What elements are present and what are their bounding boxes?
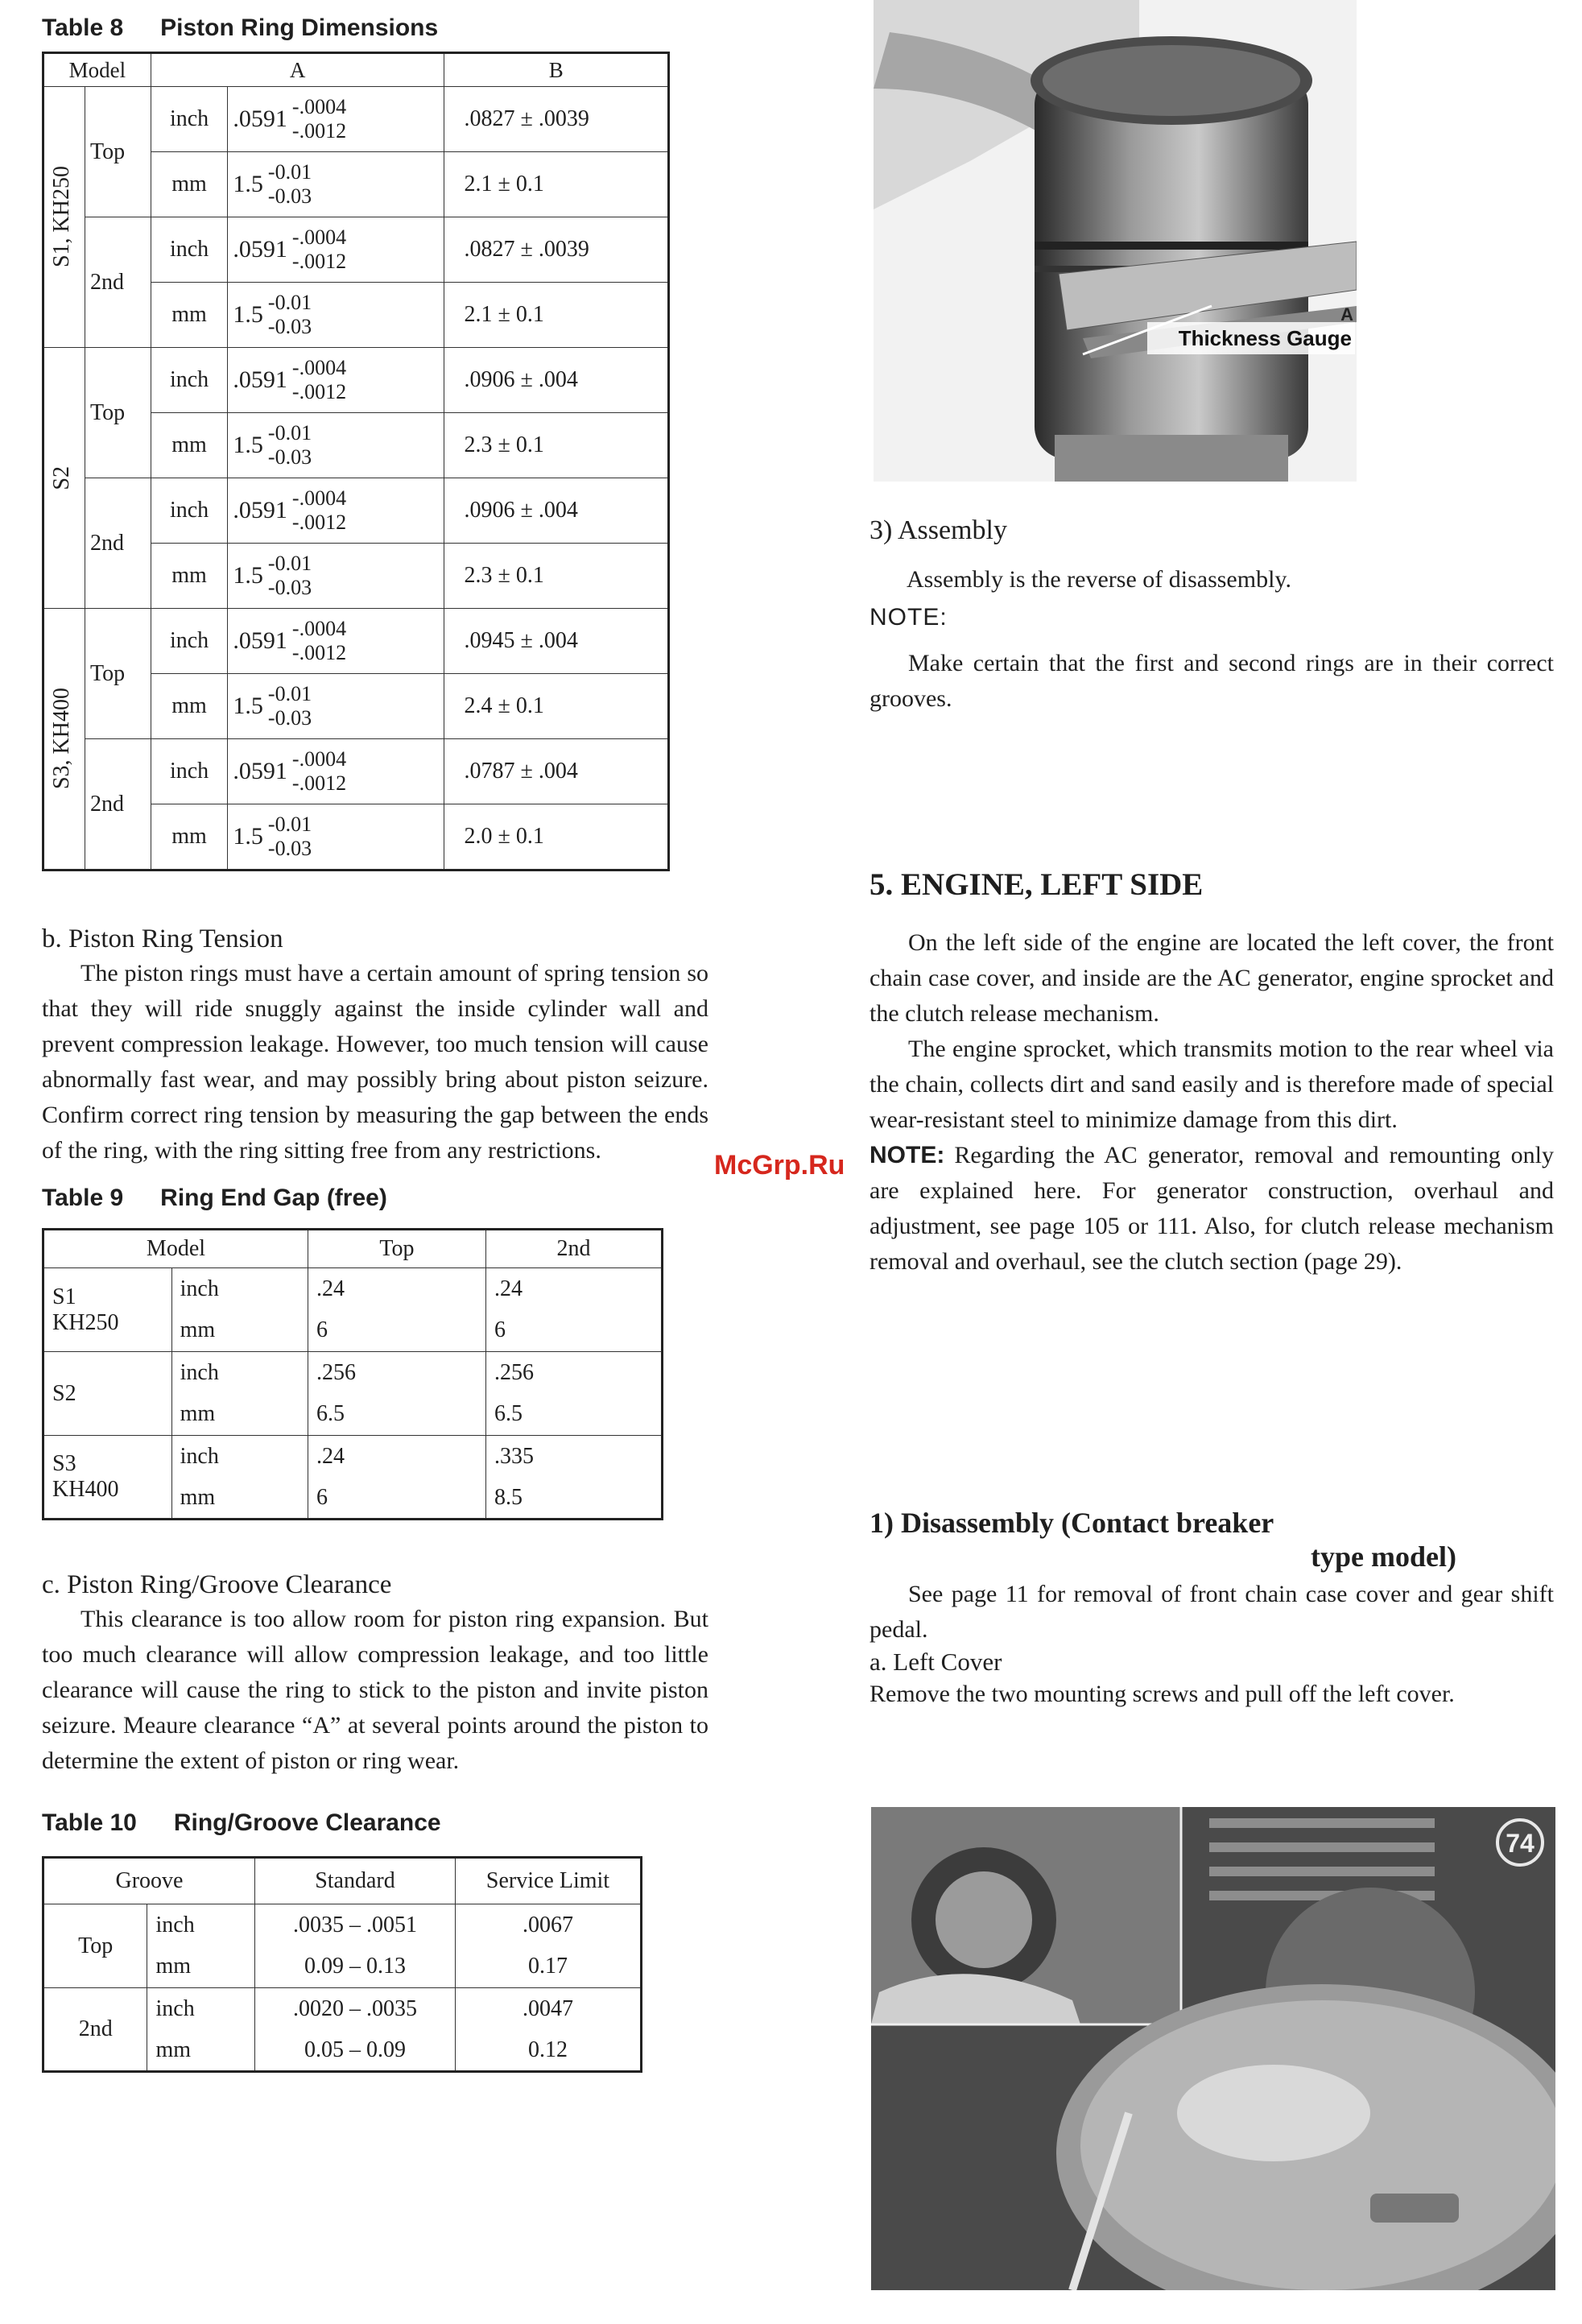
second-gap-cell: 8.5 [485,1478,662,1520]
left-column [42,14,710,2073]
second-gap-cell: .335 [485,1436,662,1478]
tolerance [292,225,346,274]
table-header-row [43,1858,642,1904]
standard-cell: .0020 – .0035 [254,1988,455,2030]
ring-groove-clearance-table [42,1856,642,2073]
dimension-a-cell [228,283,444,348]
model-label: S3 [52,1451,76,1476]
dimension-b-cell: .0827 ± .0039 [444,217,669,283]
tolerance-lower: -.0012 [291,119,347,143]
section-b-body: The piston rings must have a certain amount of spring tension so that they will ride snuggly against the inside cylinder wall and prevent compression leakage. However, too much tension will cause abnormally fast wear, and may possibly bring about piston seizure. Confirm correct ring tension by measuring the gap between the ends of the ring, with the ring sitting free from any restrictions. [42,960,708,1164]
section5-paragraph-2: The engine sprocket, which transmits motion to the rear wheel via the chain, collects dirt and sand easily and is therefore made of special wear-resistant steel to minimize damage from this dirt. [869,1036,1554,1133]
nominal-value: 1.5 [233,432,263,458]
dimension-a-cell [228,413,444,478]
groove-cell: Top [43,1904,147,1988]
second-gap-cell: 6.5 [485,1394,662,1436]
header-b: B [444,53,669,87]
dimension-a-value [233,552,439,600]
tolerance-lower: -0.03 [267,315,312,338]
dimension-b-cell: .0945 ± .004 [444,609,669,674]
unit-cell: mm [171,1478,308,1520]
table-row [43,87,669,152]
left-cover-heading: a. Left Cover [869,1648,1002,1676]
unit-cell: inch [151,478,228,544]
gauge-marker-a: A [1340,304,1353,325]
table9-title: Ring End Gap (free) [160,1185,387,1211]
model-label: S1 [52,1284,76,1309]
table-row [43,1352,663,1394]
left-cover-body: Remove the two mounting screws and pull off the left cover. [869,1681,1455,1707]
unit-cell: mm [151,544,228,609]
dimension-a-cell [228,152,444,217]
dimension-b-cell: 2.4 ± 0.1 [444,674,669,739]
unit-cell: mm [147,1946,254,1988]
model-cell [43,609,85,870]
table8-number: Table 8 [42,14,124,41]
unit-cell: mm [151,152,228,217]
unit-cell: mm [171,1394,308,1436]
nominal-value: .0591 [233,366,287,393]
unit-cell: mm [147,2030,254,2072]
tolerance [268,552,312,600]
tolerance-lower: -0.03 [267,184,312,208]
table-row [43,478,669,544]
thickness-gauge-label: Thickness Gauge [1178,326,1352,350]
top-gap-cell: .24 [308,1436,485,1478]
tolerance-lower: -.0012 [291,380,347,403]
assembly-note-label: NOTE: [869,604,948,631]
dimension-a-cell [228,739,444,804]
tolerance-upper: -.0004 [291,225,347,249]
header-top: Top [308,1230,485,1268]
unit-cell: inch [151,217,228,283]
table10-caption [42,1809,710,1837]
table-row [43,1988,642,2030]
model-label: KH250 [52,1309,119,1335]
table-header-row [43,53,669,87]
tolerance-upper: -0.01 [267,552,312,575]
tolerance-upper: -.0004 [291,95,347,118]
assembly-heading: 3) Assembly [869,515,1007,545]
nominal-value: .0591 [233,758,287,784]
unit-cell: inch [171,1436,308,1478]
tolerance-upper: -0.01 [267,421,312,445]
service-limit-cell: .0067 [455,1904,641,1946]
ring-cell: Top [85,348,151,478]
dimension-a-cell [228,804,444,870]
table-row [43,609,669,674]
unit-cell: inch [151,609,228,674]
service-limit-cell: 0.17 [455,1946,641,1988]
unit-cell: inch [147,1904,254,1946]
section-b-heading: b. Piston Ring Tension [42,924,283,953]
dimension-b-cell: .0827 ± .0039 [444,87,669,152]
dimension-a-cell [228,478,444,544]
tolerance-upper: -.0004 [291,617,347,640]
model-cell [43,87,85,348]
model-cell [43,1352,172,1436]
disassembly-body: See page 11 for removal of front chain case cover and gear shift pedal. [869,1581,1554,1643]
piston-thickness-gauge-photo [874,0,1357,482]
nominal-value: .0591 [233,497,287,523]
model-label: S3, KH400 [49,688,74,790]
table9-number: Table 9 [42,1185,124,1211]
section5-heading: 5. ENGINE, LEFT SIDE [869,867,1204,902]
second-gap-cell: .256 [485,1352,662,1394]
tolerance [268,291,312,339]
tolerance-lower: -0.03 [267,706,312,730]
tolerance-lower: -.0012 [291,641,347,664]
unit-cell: inch [151,348,228,413]
table-row [43,739,669,804]
nominal-value: 1.5 [233,301,263,328]
tolerance [292,617,346,665]
unit-cell: mm [151,413,228,478]
nominal-value: .0591 [233,105,287,132]
tolerance [268,682,312,730]
tolerance [292,95,346,143]
tolerance-upper: -.0004 [291,356,347,379]
header-model: Model [43,1230,308,1268]
header-2nd: 2nd [485,1230,662,1268]
table10-title: Ring/Groove Clearance [173,1809,441,1836]
top-gap-cell: .256 [308,1352,485,1394]
model-label: S2 [49,465,74,490]
nominal-value: 1.5 [233,693,263,719]
tolerance-lower: -.0012 [291,511,347,534]
nominal-value: 1.5 [233,823,263,850]
table8-caption [42,14,710,42]
dimension-b-cell: .0906 ± .004 [444,478,669,544]
dimension-a-cell [228,87,444,152]
unit-cell: inch [151,739,228,804]
piston-illustration [874,0,1357,482]
standard-cell: 0.05 – 0.09 [254,2030,455,2072]
section5-paragraph-3 [869,1138,1554,1280]
ring-cell: Top [85,609,151,739]
unit-cell: mm [171,1310,308,1352]
tolerance-upper: -0.01 [267,813,312,836]
section5-note-label: NOTE: [869,1142,945,1168]
dimension-b-cell: 2.1 ± 0.1 [444,283,669,348]
dimension-a-value [233,225,439,274]
engine-left-side-section [869,866,1554,1280]
ring-cell: 2nd [85,478,151,609]
dimension-b-cell: 2.0 ± 0.1 [444,804,669,870]
tolerance-upper: -0.01 [267,291,312,314]
table-row [43,348,669,413]
dimension-b-cell: 2.1 ± 0.1 [444,152,669,217]
standard-cell: .0035 – .0051 [254,1904,455,1946]
dimension-a-value [233,160,439,209]
unit-cell: mm [151,283,228,348]
piston-ring-dimensions-table [42,52,670,871]
header-model: Model [43,53,151,87]
dimension-a-cell [228,348,444,413]
second-gap-cell: .24 [485,1268,662,1310]
tolerance [268,813,312,861]
tolerance-lower: -.0012 [291,771,347,795]
model-cell [43,1436,172,1520]
tolerance-lower: -0.03 [267,445,312,469]
disassembly-heading-line2: type model) [1311,1540,1456,1573]
dimension-b-cell: 2.3 ± 0.1 [444,413,669,478]
nominal-value: 1.5 [233,171,263,197]
tolerance-lower: -0.03 [267,837,312,860]
unit-cell: mm [151,674,228,739]
engine-cover-illustration [871,1807,1555,2290]
unit-cell: inch [151,87,228,152]
dimension-a-value [233,682,439,730]
unit-cell: inch [171,1352,308,1394]
figure-number: 74 [1506,1829,1534,1858]
second-gap-cell: 6 [485,1310,662,1352]
header-a: A [151,53,444,87]
top-gap-cell: 6.5 [308,1394,485,1436]
unit-cell: inch [171,1268,308,1310]
tolerance-lower: -0.03 [267,576,312,599]
header-standard: Standard [254,1858,455,1904]
top-gap-cell: 6 [308,1310,485,1352]
ring-end-gap-table [42,1228,663,1520]
model-cell [43,1268,172,1352]
unit-cell: mm [151,804,228,870]
section5-paragraph-1: On the left side of the engine are located the left cover, the front chain case cover, and inside are the AC generator, engine sprocket and the clutch release mechanism. [869,929,1554,1027]
model-label: S2 [52,1380,76,1406]
model-label: KH400 [52,1477,119,1502]
table-row [43,217,669,283]
engine-left-cover-photo [871,1807,1555,2290]
dimension-a-value [233,356,439,404]
table-row [43,1904,642,1946]
header-groove: Groove [43,1858,255,1904]
model-cell [43,348,85,609]
dimension-a-value [233,95,439,143]
dimension-a-value [233,421,439,469]
tolerance-upper: -.0004 [291,486,347,510]
table9-caption [42,1185,710,1212]
dimension-b-cell: .0787 ± .004 [444,739,669,804]
section-c-body: This clearance is too allow room for piston ring expansion. But too much clearance will allow compression leakage, and too little clearance will cause the ring to stick to the piston and invite piston seizure. Meaure clearance “A” at several points around the piston to determine the extent of piston or ring wear. [42,1606,708,1774]
ring-cell: Top [85,87,151,217]
assembly-body: Assembly is the reverse of disassembly. [907,566,1291,593]
service-limit-cell: 0.12 [455,2030,641,2072]
table10-number: Table 10 [42,1809,137,1836]
dimension-a-value [233,291,439,339]
nominal-value: 1.5 [233,562,263,589]
unit-cell: inch [147,1988,254,2030]
dimension-a-value [233,747,439,796]
nominal-value: .0591 [233,627,287,654]
table-row [43,1436,663,1478]
disassembly-heading-line1: 1) Disassembly (Contact breaker [869,1507,1274,1539]
section5-note-body: Regarding the AC generator, removal and remounting only are explained here. For generator construction, overhaul and adjustment, see page 105 or 111. Also, for clutch release mechanism removal and overhaul, see the clutch section (page 29). [869,1142,1554,1275]
tolerance [292,356,346,404]
tolerance-lower: -.0012 [291,250,347,273]
model-label: S1, KH250 [49,166,74,268]
tolerance-upper: -0.01 [267,160,312,184]
dimension-b-cell: 2.3 ± 0.1 [444,544,669,609]
dimension-a-cell [228,544,444,609]
dimension-a-value [233,813,439,861]
tolerance-upper: -.0004 [291,747,347,771]
dimension-a-cell [228,217,444,283]
assembly-note-body: Make certain that the first and second rings are in their correct grooves. [869,650,1554,712]
table-row [43,1268,663,1310]
nominal-value: .0591 [233,236,287,263]
header-service-limit: Service Limit [455,1858,641,1904]
tolerance [268,421,312,469]
tolerance [268,160,312,209]
table8-title: Piston Ring Dimensions [160,14,439,41]
dimension-b-cell: .0906 ± .004 [444,348,669,413]
dimension-a-cell [228,674,444,739]
top-gap-cell: 6 [308,1478,485,1520]
table-header-row [43,1230,663,1268]
tolerance [292,747,346,796]
tolerance [292,486,346,535]
disassembly-section [869,1506,1554,1712]
standard-cell: 0.09 – 0.13 [254,1946,455,1988]
dimension-a-cell [228,609,444,674]
section-c-heading: c. Piston Ring/Groove Clearance [42,1570,392,1599]
ring-cell: 2nd [85,217,151,348]
tolerance-upper: -0.01 [267,682,312,705]
assembly-section [869,515,1554,717]
dimension-a-value [233,486,439,535]
dimension-a-value [233,617,439,665]
service-limit-cell: .0047 [455,1988,641,2030]
top-gap-cell: .24 [308,1268,485,1310]
ring-cell: 2nd [85,739,151,870]
watermark: McGrp.Ru [714,1150,845,1181]
groove-cell: 2nd [43,1988,147,2072]
